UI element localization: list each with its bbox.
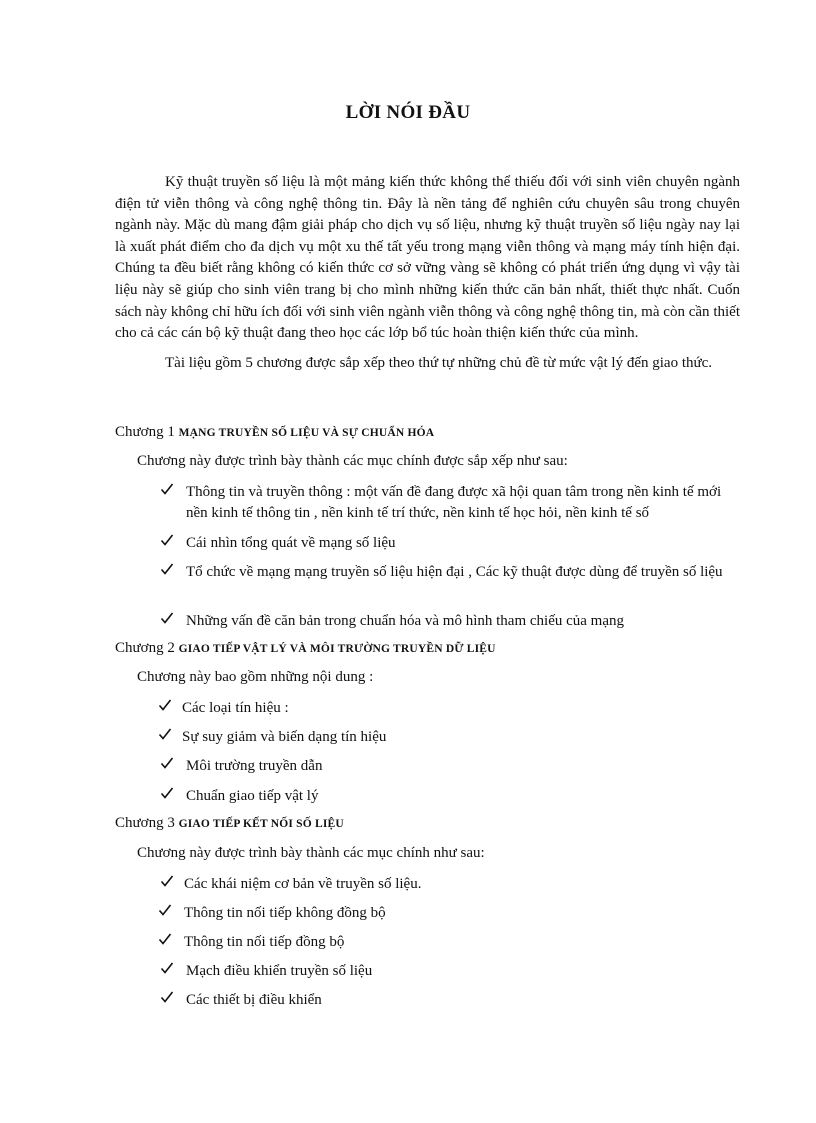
list-item-text: Các loại tín hiệu : (182, 700, 289, 716)
list-item-text: Các khái niệm cơ bản về truyền số liệu. (184, 876, 422, 892)
checkmark-icon (160, 756, 174, 770)
list-item-text: Những vấn đề căn bản trong chuẩn hóa và mô hình tham chiếu của mạng (186, 613, 624, 629)
chapter-1-heading (115, 424, 434, 441)
chapter-title: GIAO TIẾP KẾT NỐI SỐ LIỆU (178, 818, 344, 830)
intro-paragraph: Tài liệu gồm 5 chương được sắp xếp theo thứ tự những chủ đề từ mức vật lý đến giao thức. (165, 354, 713, 371)
chapter-prefix: Chương 1 (115, 424, 175, 440)
list-item-text: Tổ chức về mạng mạng truyền số liệu hiện đại , Các kỹ thuật được dùng để truyền số liệu (186, 564, 723, 580)
checkmark-icon (160, 874, 174, 888)
checkmark-icon (160, 961, 174, 975)
chapter-title: GIAO TIẾP VẬT LÝ VÀ MÔI TRƯỜNG TRUYỀN DỮ LIỆU (178, 643, 496, 655)
list-item-text: Sự suy giảm và biến dạng tín hiệu (182, 729, 387, 745)
checkmark-icon (158, 903, 172, 917)
list-item-text: Chuẩn giao tiếp vật lý (186, 788, 319, 804)
checkmark-icon (160, 611, 174, 625)
list-item-text: Môi trường truyền dẫn (186, 758, 323, 774)
list-item-text: Thông tin nối tiếp không đồng bộ (184, 905, 386, 921)
checkmark-icon (158, 698, 172, 712)
list-item-text: Các thiết bị điều khiển (186, 992, 322, 1008)
checkmark-icon (160, 562, 174, 576)
checkmark-icon (160, 533, 174, 547)
chapter-3-lead: Chương này được trình bày thành các mục chính như sau: (137, 845, 485, 861)
chapter-2-lead: Chương này bao gồm những nội dung : (137, 669, 374, 685)
chapter-3-heading (115, 815, 344, 832)
chapter-prefix: Chương 3 (115, 815, 175, 831)
chapter-title: MẠNG TRUYỀN SỐ LIỆU VÀ SỰ CHUẨN HÓA (178, 427, 435, 439)
intro-section (115, 172, 740, 374)
list-item-text: Thông tin nối tiếp đồng bộ (184, 934, 345, 950)
list-item-text: Mạch điều khiển truyền số liệu (186, 963, 373, 979)
chapter-2-heading (115, 640, 496, 657)
list-item-text: Thông tin và truyền thông : một vấn đề đang được xã hội quan tâm trong nền kinh tế mới nền kinh tế thông tin , nền kinh tế trí thức, nền kinh tế học hỏi, nền kinh tế số (186, 484, 722, 521)
intro-paragraph: Kỹ thuật truyền số liệu là một mảng kiến thức không thể thiếu đối với sinh viên chuyên ngành điện tử viễn thông và công nghệ thông tin. Đây là nền tảng để nghiên cứu chuyên sâu trong chuyên ngành này. Mặc dù mang đậm giải pháp cho dịch vụ số liệu, nhưng kỹ thuật truyền số liệu ngày nay lại là xuất phát điểm cho đa dịch vụ một xu thế tất yếu trong mạng viễn thông và mạng máy tính hiện đại. Chúng ta đều biết rằng không có kiến thức cơ sở vững vàng sẽ không có phát triển ứng dụng vì vậy tài liệu này sẽ giúp cho sinh viên trang bị cho mình những kiến thức căn bản nhất, thiết thực nhất. Cuốn sách này không chỉ hữu ích đối với sinh viên ngành viễn thông và công nghệ thông tin, mà còn cần thiết cho cả các cán bộ kỹ thuật đang theo học các lớp bổ túc hoàn thiện kiến thức của mình. (115, 174, 740, 342)
page-title: LỜI NÓI ĐẦU (345, 102, 471, 123)
checkmark-icon (160, 990, 174, 1004)
checkmark-icon (158, 727, 172, 741)
chapter-1-lead: Chương này được trình bày thành các mục chính được sắp xếp như sau: (137, 453, 568, 469)
checkmark-icon (160, 786, 174, 800)
checkmark-icon (158, 932, 172, 946)
checkmark-icon (160, 482, 174, 496)
list-item-text: Cái nhìn tổng quát về mạng số liệu (186, 535, 396, 551)
chapter-prefix: Chương 2 (115, 640, 175, 656)
